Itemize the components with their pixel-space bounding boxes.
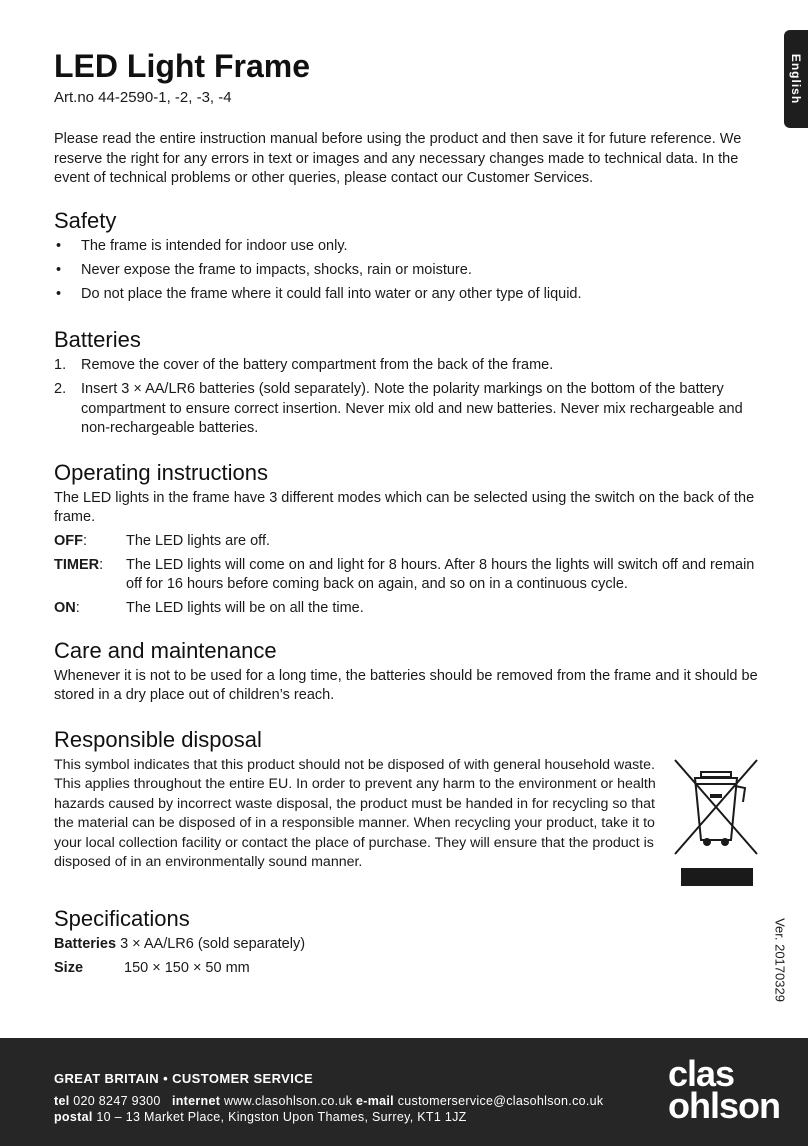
internet-label: internet (171, 1094, 221, 1108)
safety-list (54, 237, 759, 305)
care-text: Whenever it is not to be used for a long time, the batteries should be removed from the frame and it should be stored in a dry place out of children’s reach. (54, 667, 758, 703)
intro-text: Please read the entire instruction manual before using the product and then save it for future reference. We reserve the right for any errors in text or images and any necessary changes made to technical data. In the event of technical problems or other queries, please contact our Customer Services. (54, 131, 742, 186)
postal-address: 10 – 13 Market Place, Kingston Upon Thames, Surrey, KT1 1JZ (96, 1110, 467, 1124)
spec-value: 150 × 150 × 50 mm (124, 960, 250, 976)
step-number: 1. (54, 357, 67, 373)
list-item: • The frame is intended for indoor use only. (54, 237, 759, 257)
operating-text: The LED lights in the frame have 3 different modes which can be selected using the switch on the back of the frame. (54, 489, 755, 525)
mode-list (54, 532, 759, 619)
manual-content (54, 46, 759, 984)
care-heading: Care and maintenance (54, 637, 277, 663)
list-item: • Never expose the frame to impacts, shocks, rain or moisture. (54, 261, 759, 281)
mode-key: ON (54, 600, 76, 616)
weee-crossed-bin-icon (673, 758, 759, 893)
article-number: Art.no 44-2590-1, -2, -3, -4 (54, 89, 232, 106)
specifications-table (54, 935, 759, 979)
mode-key: OFF (54, 532, 83, 549)
operating-heading: Operating instructions (54, 459, 268, 485)
mode-row: OFF: The LED lights are off. (54, 532, 759, 552)
tel-label: tel (54, 1094, 70, 1108)
step-text: Insert 3 × AA/LR6 batteries (sold separately). Note the polarity markings on the bottom of the battery compartment to ensure correct insertion. Never mix old and new batteries. Never mix rechargeable and non-rechargeable batteries. (81, 381, 743, 436)
disposal-heading: Responsible disposal (54, 726, 262, 752)
mode-key: TIMER (54, 556, 100, 573)
clas-ohlson-logo: clas ohlson (668, 1053, 780, 1126)
language-tab-label: English (789, 53, 803, 105)
spec-key: Size (54, 960, 84, 976)
mode-row: TIMER: The LED lights will come on and light for 8 hours. After 8 hours the lights will switch off and remain off for 16 hours before coming back on again, and so on in a continuous cycle. (54, 556, 759, 595)
list-item (54, 380, 759, 439)
list-item: • Do not place the frame where it could fall into water or any other type of liquid. (54, 285, 759, 305)
email-link[interactable]: customerservice@clasohlson.co.uk (397, 1094, 604, 1108)
mode-description: The LED lights will come on and light for 8 hours. After 8 hours the lights will switch off and remain off for 16 hours before coming back on again, and so on in a continuous cycle. (126, 556, 755, 592)
email-label: e-mail (356, 1094, 394, 1108)
disposal-text: This symbol indicates that this product should not be disposed of with general household waste. This applies throughout the entire EU. In order to prevent any harm to the environment or health hazards caused by incorrect waste disposal, the product must be handed in for recycling so that the material can be disposed of in a responsible manner. When recycling your product, take it to your local collection facility or contact the place of purchase. They will ensure that the product is disposed of in an environmentally sound manner. (54, 756, 656, 870)
batteries-heading: Batteries (54, 327, 141, 352)
version-label: Ver. 20170329 (772, 918, 788, 1002)
footer (0, 1038, 808, 1146)
tel-value[interactable]: 020 8247 9300 (73, 1094, 161, 1108)
step-number: 2. (54, 381, 67, 397)
safety-heading: Safety (54, 207, 117, 233)
mode-row: ON: The LED lights will be on all the time. (54, 599, 759, 619)
spec-row (54, 959, 759, 979)
spec-value: 3 × AA/LR6 (sold separately) (120, 935, 306, 952)
spec-row (54, 935, 759, 955)
footer-contact-line (54, 1094, 603, 1108)
batteries-steps (54, 356, 759, 439)
page-title: LED Light Frame (54, 48, 311, 84)
specifications-heading: Specifications (54, 905, 190, 931)
language-tab[interactable] (784, 30, 808, 128)
footer-postal-line (54, 1110, 467, 1124)
mode-description: The LED lights are off. (126, 532, 271, 549)
postal-label: postal (54, 1110, 93, 1124)
disposal-section (54, 756, 759, 893)
footer-title: GREAT BRITAIN • CUSTOMER SERVICE (54, 1071, 314, 1086)
mode-description: The LED lights will be on all the time. (126, 600, 364, 616)
spec-key: Batteries (54, 935, 117, 952)
step-text: Remove the cover of the battery compartment from the back of the frame. (81, 357, 554, 373)
list-item (54, 356, 759, 376)
website-link[interactable]: www.clasohlson.co.uk (223, 1094, 353, 1108)
